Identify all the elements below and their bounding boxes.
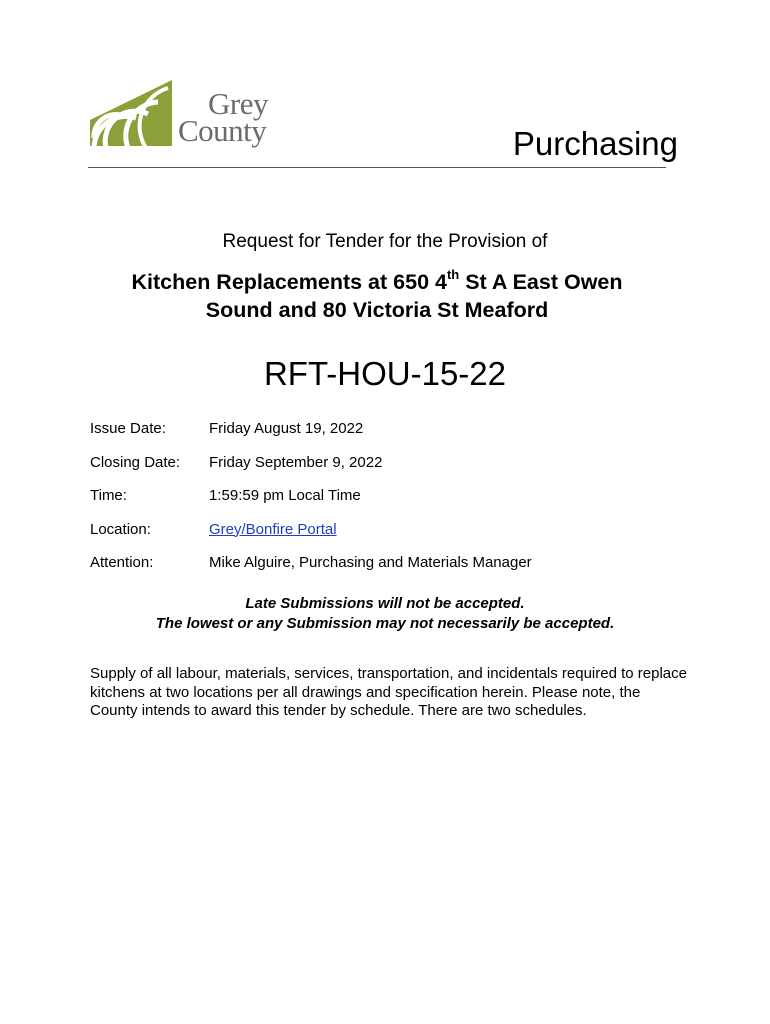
department-heading: Purchasing [512,125,678,162]
bonfire-portal-link[interactable]: Grey/Bonfire Portal [209,520,337,538]
detail-label: Attention: [90,554,154,571]
detail-value: Friday August 19, 2022 [209,420,364,437]
detail-row-issue-date [90,420,690,454]
title-line2: Sound and 80 Victoria St Meaford [205,298,549,322]
title-superscript: th [446,266,460,282]
detail-label: Issue Date: [90,420,166,437]
detail-row-time [90,487,690,521]
subtitle: Request for Tender for the Provision of [222,231,548,252]
detail-row-closing-date [90,454,690,488]
logo-wordmark [178,86,268,148]
logo-line1: Grey [208,86,268,121]
submission-notice [0,594,770,634]
title-part1: Kitchen Replacements at 650 4 [131,270,447,294]
detail-row-location [90,521,690,555]
notice-line1: Late Submissions will not be accepted. [245,595,525,612]
detail-value: 1:59:59 pm Local Time [209,487,361,504]
logo-line2: County [178,113,267,148]
detail-value: Mike Alguire, Purchasing and Materials Manager [209,554,532,571]
rft-number: RFT-HOU-15-22 [263,355,507,392]
detail-row-attention [90,554,690,588]
tender-title [88,268,666,324]
detail-label: Location: [90,520,151,538]
detail-label: Time: [90,487,127,504]
title-part2: St A East Owen [459,270,623,294]
detail-value [209,521,337,538]
notice-line2: The lowest or any Submission may not necessarily be accepted. [155,615,615,632]
tender-details [90,420,690,588]
header-divider [88,167,666,168]
tender-description: Supply of all labour, materials, services, transportation, and incidentals required to replace kitchens at two locations per all drawings and specification herein. Please note, the County intends to award this tender by schedule. There are two schedules. [90,665,687,719]
detail-value: Friday September 9, 2022 [209,453,383,471]
detail-label: Closing Date: [90,453,181,471]
